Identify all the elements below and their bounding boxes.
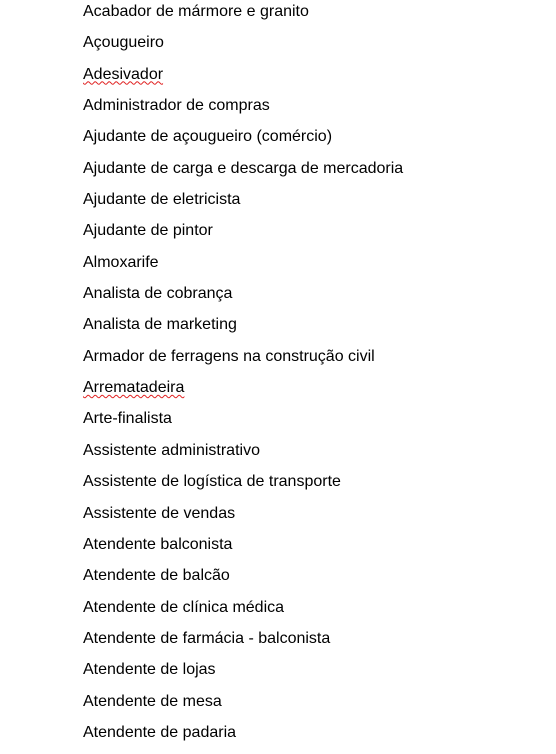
list-item-text: Ajudante de eletricista [83, 191, 241, 209]
list-item-text: Analista de cobrança [83, 285, 233, 303]
list-item [83, 441, 543, 472]
occupation-list [83, 2, 543, 754]
list-item-text: Ajudante de carga e descarga de mercadoria [83, 159, 404, 177]
list-item [83, 65, 543, 96]
list-item [83, 660, 543, 691]
list-item-text: Assistente de vendas [83, 504, 236, 522]
list-item [83, 535, 543, 566]
list-item-text: Arte-finalista [83, 410, 172, 428]
list-item [83, 253, 543, 284]
list-item-text: Analista de marketing [83, 316, 237, 334]
list-item-text: Atendente de farmácia - balconista [83, 629, 331, 647]
list-item [83, 315, 543, 346]
list-item [83, 629, 543, 660]
list-item-text: Administrador de compras [83, 97, 270, 115]
list-item [83, 33, 543, 64]
list-item-text: Atendente de balcão [83, 567, 230, 585]
list-item-text: Acabador de mármore e granito [83, 3, 309, 20]
list-item [83, 347, 543, 378]
list-item [83, 127, 543, 158]
list-item [83, 2, 543, 33]
list-item [83, 472, 543, 503]
list-item-text: Atendente de mesa [83, 692, 222, 710]
list-item [83, 692, 543, 723]
list-item-text: Almoxarife [83, 253, 159, 271]
list-item-text: Armador de ferragens na construção civil [83, 347, 375, 365]
list-item-text: Ajudante de açougueiro (comércio) [83, 128, 333, 146]
spellcheck-flagged-text[interactable]: Adesivador [83, 65, 164, 83]
list-item [83, 96, 543, 127]
list-item [83, 190, 543, 221]
list-item-text: Atendente de lojas [83, 661, 216, 679]
list-item [83, 598, 543, 629]
list-item [83, 159, 543, 190]
list-item [83, 221, 543, 252]
list-item [83, 284, 543, 315]
list-item [83, 378, 543, 409]
list-item-text: Atendente balconista [83, 535, 233, 553]
list-item-text: Ajudante de pintor [83, 222, 213, 240]
list-item-text: Atendente de padaria [83, 723, 237, 741]
list-item-text: Açougueiro [83, 34, 164, 52]
list-item [83, 723, 543, 754]
spellcheck-flagged-text[interactable]: Arrematadeira [83, 379, 185, 397]
list-item-text: Assistente administrativo [83, 441, 260, 459]
list-item [83, 409, 543, 440]
list-item [83, 566, 543, 597]
list-item-text: Assistente de logística de transporte [83, 473, 341, 491]
list-item [83, 504, 543, 535]
list-item-text: Atendente de clínica médica [83, 598, 285, 616]
